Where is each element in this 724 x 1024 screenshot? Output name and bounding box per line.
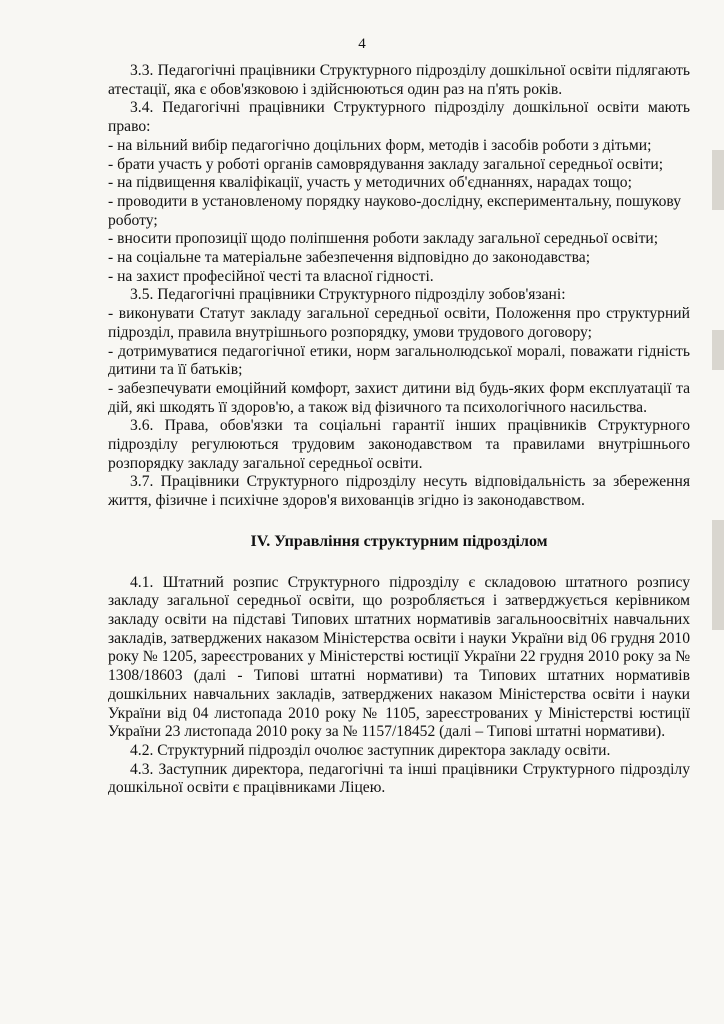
clause-3-6: 3.6. Права, обов'язки та соціальні гарантії інших працівників Структурного підрозділу регулюються трудовим законодавством та правилами внутрішнього розпорядку закладу загальної середньої освіти. bbox=[108, 417, 690, 472]
list-item: - дотримуватися педагогічної етики, норм загальнолюдської моралі, поважати гідність дитини та її батьків; bbox=[108, 342, 690, 379]
list-item: - проводити в установленому порядку науково-дослідну, експериментальну, пошукову роботу; bbox=[108, 192, 682, 229]
clause-3-7: 3.7. Працівники Структурного підрозділу несуть відповідальність за збереження життя, фізичне і психічне здоров'я вихованців згідно із законодавством. bbox=[108, 473, 690, 510]
clause-4-3: 4.3. Заступник директора, педагогічні та інші працівники Структурного підрозділу дошкільної освіти є працівниками Ліцею. bbox=[108, 760, 690, 797]
list-item: - вносити пропозиції щодо поліпшення роботи закладу загальної середньої освіти; bbox=[108, 230, 659, 248]
clause-3-4: 3.4. Педагогічні працівники Структурного підрозділу дошкільної освіти мають право: bbox=[108, 99, 690, 136]
scan-edge-shadow bbox=[712, 330, 724, 370]
list-item: - забезпечувати емоційний комфорт, захист дитини від будь-яких форм експлуатації та дій, які шкодять її здоров'ю, а також від фізичного та психологічного насильства. bbox=[108, 379, 690, 416]
clause-4-2: 4.2. Структурний підрозділ очолює заступник директора закладу освіти. bbox=[130, 741, 611, 759]
page-number: 4 bbox=[358, 36, 366, 52]
section-heading: IV. Управління структурним підрозділом bbox=[250, 532, 548, 550]
list-item: - на вільний вибір педагогічно доцільних форм, методів і засобів роботи з дітьми; bbox=[108, 136, 652, 154]
clause-4-1: 4.1. Штатний розпис Структурного підрозділу є складовою штатного розпису закладу загальної середньої освіти, що розробляється і затверджується керівником закладу освіти на підставі Типових штатних нормативів загальноосвітніх навчальних закладів, затверджених наказом Міністерства освіти і науки України від 06 грудня 2010 року № 1205, зареєстрованих у Міністерстві юстиції України 22 грудня 2010 року за № 1308/18603 (далі - Типові штатні нормативи) та Типових штатних нормативів дошкільних навчальних закладів, затверджених наказом Міністерства освіти і науки України від 04 листопада 2010 року № 1105, зареєстрованих у Міністерстві юстиції України 23 листопада 2010 року за № 1157/18452 (далі – Типові штатні нормативи). bbox=[108, 573, 690, 741]
scan-edge-shadow bbox=[712, 520, 724, 630]
clause-3-5: 3.5. Педагогічні працівники Структурного підрозділу зобов'язані: bbox=[130, 286, 566, 304]
clause-3-3: 3.3. Педагогічні працівники Структурного підрозділу дошкільної освіти підлягають атестації, яка є обов'язковою і здійснюються один раз на п'ять років. bbox=[108, 62, 690, 98]
scan-edge-shadow bbox=[712, 150, 724, 210]
list-item: - на підвищення кваліфікації, участь у методичних об'єднаннях, нарадах тощо; bbox=[108, 174, 632, 192]
list-item: - на захист професійної честі та власної гідності. bbox=[108, 267, 434, 285]
list-item: - брати участь у роботі органів самоврядування закладу загальної середньої освіти; bbox=[108, 155, 664, 173]
list-item: - виконувати Статут закладу загальної середньої освіти, Положення про структурний підрозділ, правила внутрішнього розпорядку, умови трудового договору; bbox=[108, 305, 690, 341]
list-item: - на соціальне та матеріальне забезпечення відповідно до законодавства; bbox=[108, 249, 591, 267]
document-body bbox=[108, 62, 690, 798]
